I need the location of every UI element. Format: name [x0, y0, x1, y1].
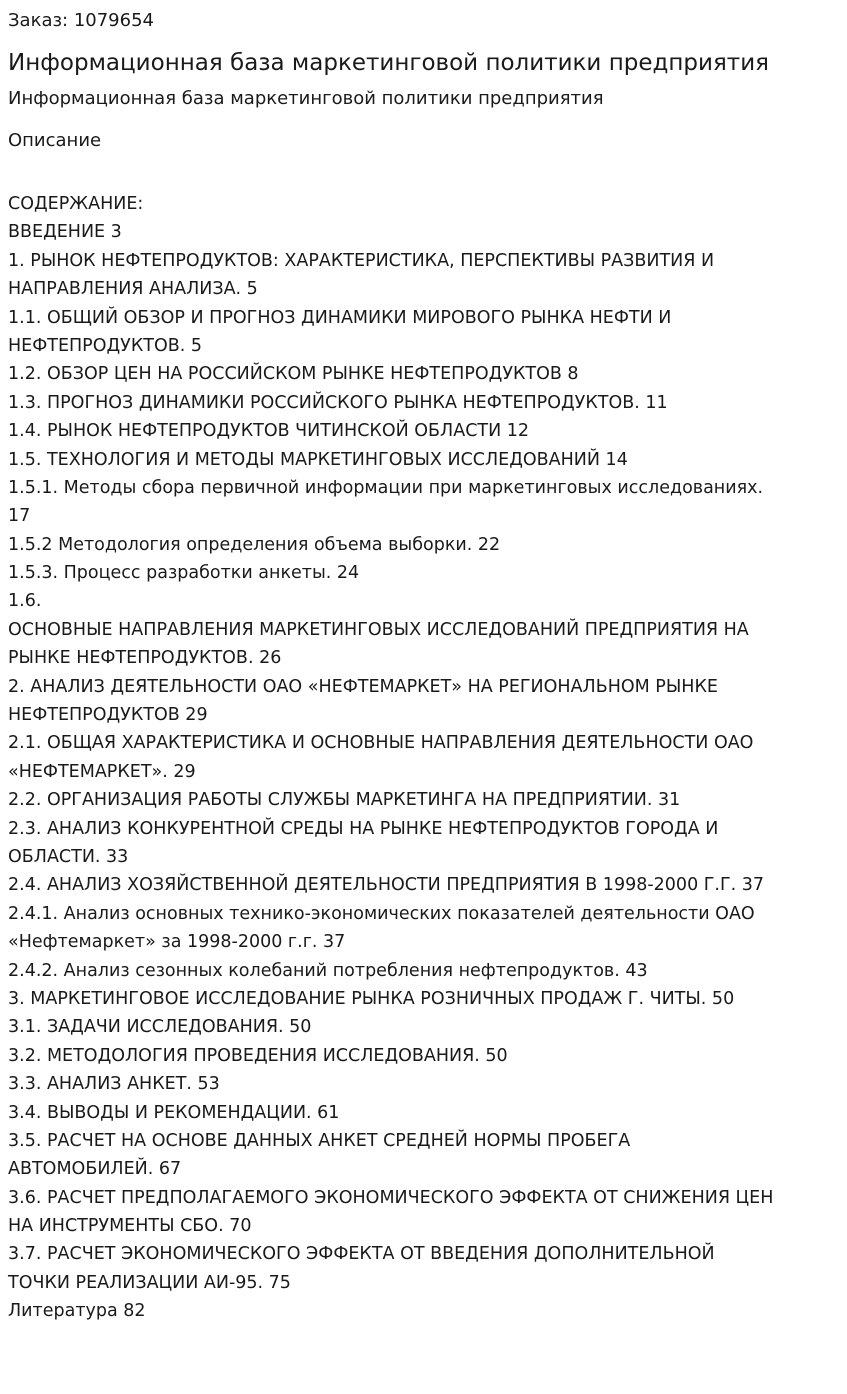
table-of-contents: [8, 190, 839, 1326]
toc-line: 1.3. ПРОГНОЗ ДИНАМИКИ РОССИЙСКОГО РЫНКА НЕФТЕПРОДУКТОВ. 11: [8, 392, 668, 413]
toc-line: ОБЛАСТИ. 33: [8, 846, 129, 867]
toc-line: 2.4. АНАЛИЗ ХОЗЯЙСТВЕННОЙ ДЕЯТЕЛЬНОСТИ ПРЕДПРИЯТИЯ В 1998-2000 Г.Г. 37: [8, 875, 765, 896]
toc-line: 3.3. АНАЛИЗ АНКЕТ. 53: [8, 1074, 220, 1095]
toc-line: РЫНКЕ НЕФТЕПРОДУКТОВ. 26: [8, 648, 282, 669]
description-label: Описание: [8, 130, 102, 151]
toc-line: 3.7. РАСЧЕТ ЭКОНОМИЧЕСКОГО ЭФФЕКТА ОТ ВВЕДЕНИЯ ДОПОЛНИТЕЛЬНОЙ: [8, 1244, 715, 1265]
toc-line: 1.5.1. Методы сбора первичной информации при маркетинговых исследованиях.: [8, 477, 764, 498]
toc-line: 1. РЫНОК НЕФТЕПРОДУКТОВ: ХАРАКТЕРИСТИКА, ПЕРСПЕКТИВЫ РАЗВИТИЯ И: [8, 250, 715, 271]
toc-line: 2. АНАЛИЗ ДЕЯТЕЛЬНОСТИ ОАО «НЕФТЕМАРКЕТ» НА РЕГИОНАЛЬНОМ РЫНКЕ: [8, 676, 718, 697]
toc-line: АВТОМОБИЛЕЙ. 67: [8, 1159, 182, 1180]
toc-line: 17: [8, 506, 31, 527]
page-subtitle: Информационная база маркетинговой политики предприятия: [8, 88, 604, 109]
toc-line: НА ИНСТРУМЕНТЫ СБО. 70: [8, 1216, 252, 1237]
toc-line: 3.2. МЕТОДОЛОГИЯ ПРОВЕДЕНИЯ ИССЛЕДОВАНИЯ. 50: [8, 1045, 508, 1066]
toc-line: 1.5. ТЕХНОЛОГИЯ И МЕТОДЫ МАРКЕТИНГОВЫХ ИССЛЕДОВАНИЙ 14: [8, 449, 628, 470]
toc-line: 2.4.2. Анализ сезонных колебаний потребления нефтепродуктов. 43: [8, 960, 648, 981]
toc-line: «Нефтемаркет» за 1998-2000 г.г. 37: [8, 932, 346, 953]
toc-line: 1.5.2 Методология определения объема выборки. 22: [8, 534, 501, 555]
toc-line: 2.2. ОРГАНИЗАЦИЯ РАБОТЫ СЛУЖБЫ МАРКЕТИНГА НА ПРЕДПРИЯТИИ. 31: [8, 790, 681, 811]
toc-line: Литература 82: [8, 1301, 146, 1322]
toc-line: ОСНОВНЫЕ НАПРАВЛЕНИЯ МАРКЕТИНГОВЫХ ИССЛЕДОВАНИЙ ПРЕДПРИЯТИЯ НА: [8, 619, 749, 640]
toc-line: НАПРАВЛЕНИЯ АНАЛИЗА. 5: [8, 279, 258, 300]
toc-line: 1.2. ОБЗОР ЦЕН НА РОССИЙСКОМ РЫНКЕ НЕФТЕПРОДУКТОВ 8: [8, 364, 579, 385]
toc-line: 2.1. ОБЩАЯ ХАРАКТЕРИСТИКА И ОСНОВНЫЕ НАПРАВЛЕНИЯ ДЕЯТЕЛЬНОСТИ ОАО: [8, 733, 754, 754]
toc-lines: [8, 218, 839, 1325]
toc-line: «НЕФТЕМАРКЕТ». 29: [8, 761, 196, 782]
toc-line: НЕФТЕПРОДУКТОВ 29: [8, 705, 208, 726]
toc-line: 1.1. ОБЩИЙ ОБЗОР И ПРОГНОЗ ДИНАМИКИ МИРОВОГО РЫНКА НЕФТИ И: [8, 307, 672, 328]
toc-line: ВВЕДЕНИЕ 3: [8, 222, 122, 243]
toc-line: ТОЧКИ РЕАЛИЗАЦИИ АИ-95. 75: [8, 1272, 291, 1293]
toc-line: НЕФТЕПРОДУКТОВ. 5: [8, 335, 203, 356]
toc-line: 3.5. РАСЧЕТ НА ОСНОВЕ ДАННЫХ АНКЕТ СРЕДНЕЙ НОРМЫ ПРОБЕГА: [8, 1130, 631, 1151]
toc-line: 3. МАРКЕТИНГОВОЕ ИССЛЕДОВАНИЕ РЫНКА РОЗНИЧНЫХ ПРОДАЖ Г. ЧИТЫ. 50: [8, 988, 735, 1009]
page-title: Информационная база маркетинговой политики предприятия: [8, 50, 769, 76]
toc-line: 3.1. ЗАДАЧИ ИССЛЕДОВАНИЯ. 50: [8, 1017, 312, 1038]
toc-line: 1.6.: [8, 591, 42, 612]
toc-line: 3.4. ВЫВОДЫ И РЕКОМЕНДАЦИИ. 61: [8, 1102, 340, 1123]
toc-line: 1.5.3. Процесс разработки анкеты. 24: [8, 563, 360, 584]
toc-line: 1.4. РЫНОК НЕФТЕПРОДУКТОВ ЧИТИНСКОЙ ОБЛАСТИ 12: [8, 421, 530, 442]
toc-heading: СОДЕРЖАНИЕ:: [8, 194, 144, 214]
order-number: Заказ: 1079654: [8, 10, 154, 31]
toc-line: 3.6. РАСЧЕТ ПРЕДПОЛАГАЕМОГО ЭКОНОМИЧЕСКОГО ЭФФЕКТА ОТ СНИЖЕНИЯ ЦЕН: [8, 1187, 774, 1208]
toc-line: 2.4.1. Анализ основных технико-экономических показателей деятельности ОАО: [8, 903, 755, 924]
toc-line: 2.3. АНАЛИЗ КОНКУРЕНТНОЙ СРЕДЫ НА РЫНКЕ НЕФТЕПРОДУКТОВ ГОРОДА И: [8, 818, 719, 839]
